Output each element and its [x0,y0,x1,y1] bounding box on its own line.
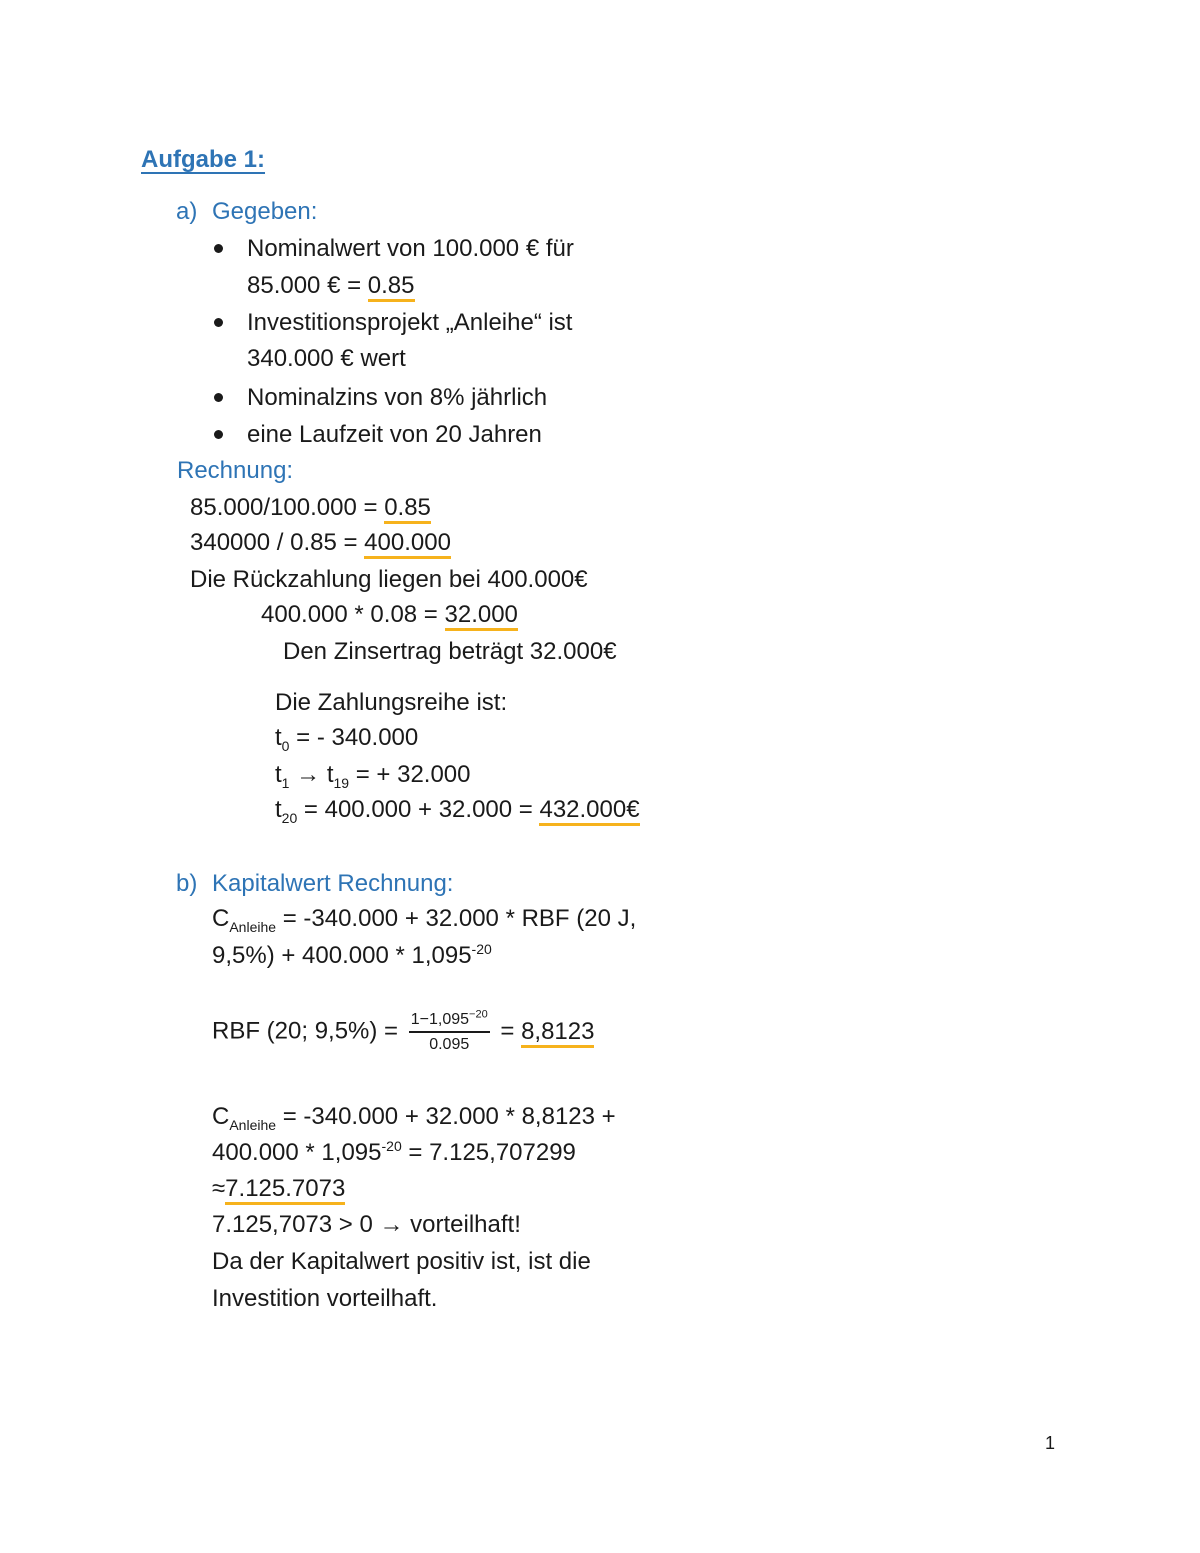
numerator-text: 1−1,095 [410,1011,470,1028]
given-item-3: Nominalzins von 8% jährlich [247,384,548,411]
arrow-right-icon: → [296,761,321,788]
given-item-1-line1: Nominalwert von 100.000 € für [247,235,574,262]
highlight-value: 400.000 [364,529,451,559]
exponent: -20 [471,941,492,957]
exponent: -20 [381,1138,402,1154]
formula-text: = 7.125,707299 [401,1139,576,1166]
t-subscript: 1 [281,774,290,791]
payment-value: = - 340.000 [289,724,419,751]
arrow-right-icon: → [379,1211,404,1238]
part-b-label: Kapitalwert Rechnung: [212,870,454,897]
given-item-4: eine Laufzeit von 20 Jahren [247,421,542,448]
t-symbol: t [275,796,282,823]
given-item-2-line1: Investitionsprojekt „Anleihe“ ist [247,309,573,336]
npv-approx-line [212,1175,345,1204]
part-a-label: Gegeben: [212,198,318,225]
c-symbol: C [212,1103,230,1130]
highlight-value: 32.000 [445,601,518,631]
highlight-value: 8,8123 [521,1018,594,1048]
fraction [409,1010,490,1054]
formula-text: 400.000 * 1,095 [212,1139,382,1166]
payment-t0 [275,724,418,753]
formula-text: RBF (20; 9,5%) = [212,1017,405,1045]
npv-calc-line-1 [212,1103,616,1132]
calc-line-2 [190,529,451,558]
highlight-value: 0.85 [368,272,415,302]
npv-formula-line-2 [212,942,492,971]
c-symbol: C [212,905,230,932]
formula-text: = -340.000 + 32.000 * RBF (20 J, [276,905,637,932]
t-symbol: t [275,761,282,788]
calc-text: 400.000 * 0.08 = [261,601,445,628]
formula-text: = [493,1017,522,1045]
payment-value: = 400.000 + 32.000 = [297,796,540,823]
calc-line-3: Die Rückzahlung liegen bei 400.000€ [190,566,588,593]
fraction-numerator [409,1010,490,1033]
t-subscript: 20 [281,809,298,826]
t-subscript: 19 [333,774,350,791]
formula-text: 7.125,7073 > 0 [212,1211,380,1238]
calc-line-5: Den Zinsertrag beträgt 32.000€ [283,638,617,665]
page-number: 1 [1045,1433,1056,1453]
calc-label: Rechnung: [177,457,294,484]
c-subscript: Anleihe [229,1116,277,1133]
npv-calc-line-2 [212,1139,576,1168]
calc-line-1 [190,494,431,523]
payment-series-label: Die Zahlungsreihe ist: [275,689,508,716]
formula-text: 9,5%) + 400.000 * 1,095 [212,942,472,969]
formula-text: = -340.000 + 32.000 * 8,8123 + [276,1103,616,1130]
part-a-marker: a) [176,198,198,225]
npv-formula-line-1 [212,905,636,934]
calc-text: 340000 / 0.85 = [190,529,365,556]
highlight-value: 0.85 [384,494,431,524]
payment-t20 [275,796,640,825]
calc-line-4 [261,601,518,630]
highlight-value: 7.125.7073 [225,1175,345,1205]
approx-symbol: ≈ [212,1175,226,1202]
bullet-icon [214,430,223,439]
final-statement-line-1: Da der Kapitalwert positiv ist, ist die [212,1248,591,1275]
bullet-icon [214,318,223,327]
bullet-icon [214,244,223,253]
part-b-marker: b) [176,870,198,897]
given-item-1-text: 85.000 € = [247,272,368,299]
calc-text: 85.000/100.000 = [190,494,385,521]
t-symbol: t [326,761,334,788]
t-symbol: t [275,724,282,751]
bullet-icon [214,393,223,402]
fraction-denominator: 0.095 [429,1036,470,1054]
final-statement-line-2: Investition vorteilhaft. [212,1285,438,1312]
exponent: −20 [469,1008,488,1021]
payment-value: = + 32.000 [349,761,471,788]
conclusion-line [212,1211,521,1240]
given-item-2-line2: 340.000 € wert [247,345,406,372]
highlight-value: 432.000€ [539,796,639,826]
given-item-1-line2 [247,272,415,301]
c-subscript: Anleihe [229,918,277,935]
rbf-formula [212,1010,594,1054]
page-title: Aufgabe 1: [141,146,266,173]
t-subscript: 0 [281,737,290,754]
conclusion-text: vorteilhaft! [403,1211,521,1238]
payment-t1-t19 [275,761,471,790]
